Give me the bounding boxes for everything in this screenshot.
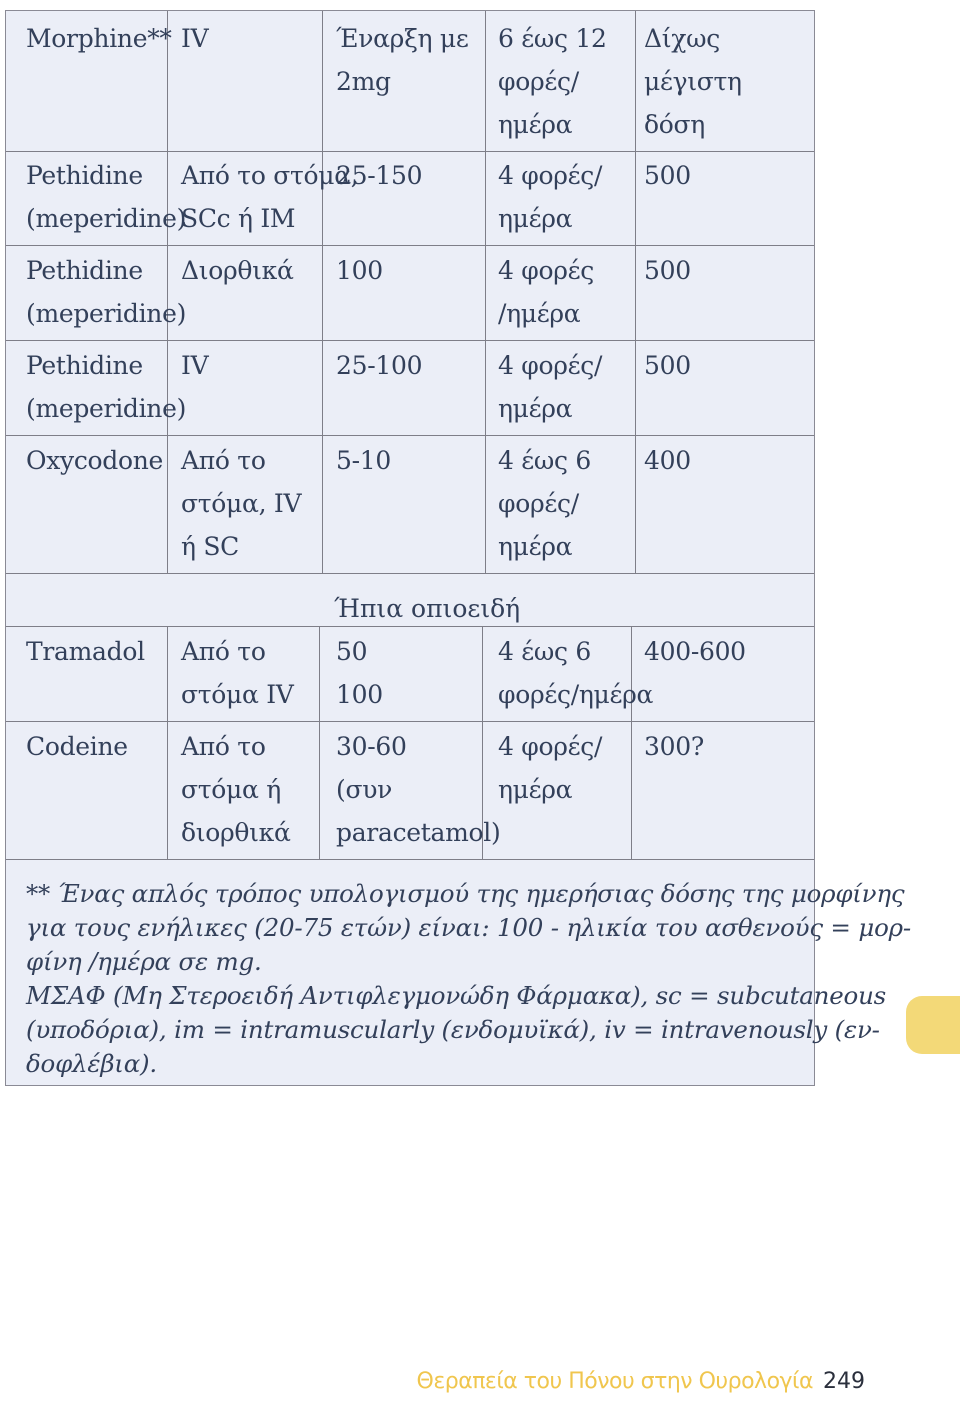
cell-route: Διορθικά — [181, 256, 294, 285]
cell-dose: Έναρξη με 2mg — [336, 24, 469, 96]
cell-route: Από το στόμα IV — [181, 637, 294, 709]
cell-drug: Pethidine (meperidine) — [26, 161, 187, 233]
cell-dose: 25-100 — [336, 351, 423, 380]
cell-max-dose: 500 — [644, 351, 691, 380]
cell-max-dose: 400 — [644, 446, 691, 475]
cell-route: Από το στόμα ή διορθικά — [181, 732, 291, 847]
chapter-tab-marker — [906, 996, 960, 1054]
cell-drug: Tramadol — [26, 637, 145, 666]
cell-dose: 50 100 — [336, 637, 383, 709]
footnote-line: ΜΣΑΦ (Μη Στεροειδή Αντιφλεγμονώδη Φάρμακα), sc = subcutaneous — [26, 981, 887, 1010]
footnote-line: (υποδόρια), im = intramuscularly (ενδομυϊκά), iv = intravenously (εν- — [26, 1015, 880, 1044]
footnote-line: φίνη /ημέρα σε mg. — [26, 947, 262, 976]
cell-frequency: 4 έως 6 φορές/ημέρα — [498, 637, 654, 709]
dosage-table — [5, 10, 911, 1086]
cell-route: Από το στόμα, IV ή SC — [181, 446, 302, 561]
cell-route: IV — [181, 351, 209, 380]
table-footnote — [26, 877, 911, 1081]
cell-frequency: 6 έως 12 φορές/ ημέρα — [498, 24, 607, 139]
page-footer — [417, 1365, 865, 1399]
cell-route: IV — [181, 24, 209, 53]
cell-max-dose: 500 — [644, 256, 691, 285]
page-number: 249 — [823, 1369, 865, 1394]
cell-frequency: 4 φορές/ ημέρα — [498, 732, 603, 804]
cell-drug: Morphine** — [26, 24, 172, 53]
footnote-line: ** Ένας απλός τρόπος υπολογισμού της ημερήσιας δόσης της μορφίνης — [26, 879, 905, 908]
cell-dose: 5-10 — [336, 446, 391, 475]
cell-max-dose: 400-600 — [644, 637, 746, 666]
section-title-weak-opioids: Ήπια οπιοειδή — [334, 594, 521, 623]
cell-max-dose: 300? — [644, 732, 704, 761]
cell-max-dose: 500 — [644, 161, 691, 190]
cell-frequency: 4 έως 6 φορές/ ημέρα — [498, 446, 591, 561]
cell-dose: 100 — [336, 256, 383, 285]
cell-max-dose: Δίχως μέγιστη δόση — [644, 24, 742, 139]
cell-drug: Pethidine (meperidine) — [26, 351, 187, 423]
cell-frequency: 4 φορές/ ημέρα — [498, 161, 603, 233]
cell-drug: Oxycodone — [26, 446, 164, 475]
cell-route: Από το στόμα, SCc ή IM — [181, 161, 359, 233]
running-title: Θεραπεία του Πόνου στην Ουρολογία — [416, 1369, 813, 1394]
footnote-line: για τους ενήλικες (20-75 ετών) είναι: 100 - ηλικία του ασθενούς = μορ- — [26, 913, 911, 942]
cell-frequency: 4 φορές/ ημέρα — [498, 351, 603, 423]
cell-dose: 25-150 — [336, 161, 423, 190]
footnote-line: δοφλέβια). — [26, 1049, 157, 1078]
cell-drug: Codeine — [26, 732, 128, 761]
cell-drug: Pethidine (meperidine) — [26, 256, 187, 328]
cell-frequency: 4 φορές /ημέρα — [498, 256, 594, 328]
cell-dose: 30-60 (συν paracetamol) — [336, 732, 501, 847]
